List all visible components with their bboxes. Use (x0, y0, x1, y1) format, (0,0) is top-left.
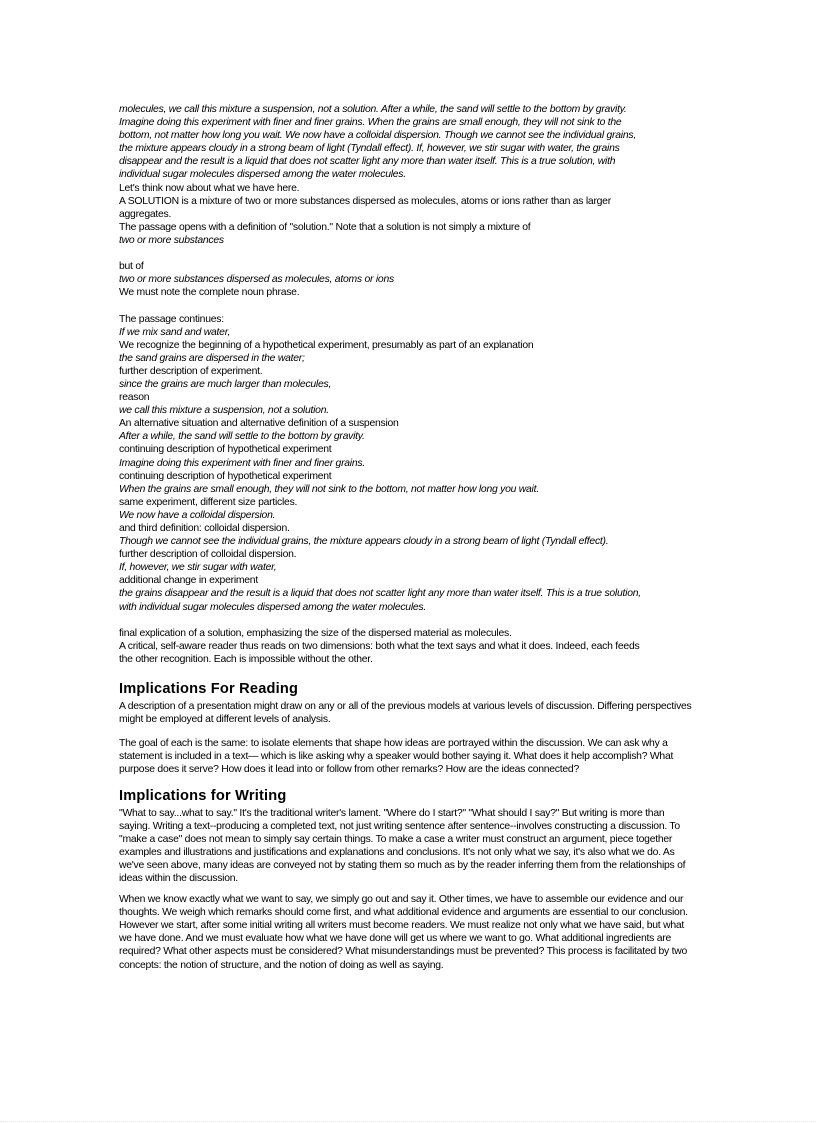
blank-line (119, 247, 695, 260)
reading-paragraph-2: The goal of each is the same: to isolate elements that shape how ideas are portrayed within the discussion. We can ask why a statement is included in a text— which is like asking why a speaker would bother saying it. What does it help accomplish? What purpose does it serve? How does it lead into or follow from other remarks? How are the ideas connected? (119, 738, 674, 776)
commentary-line: further description of colloidal dispersion. (119, 549, 297, 561)
quoted-passage-line: We now have a colloidal dispersion. (119, 509, 276, 521)
commentary-line: The passage continues: (119, 313, 224, 325)
commentary-line: A SOLUTION is a mixture of two or more substances dispersed as molecules, atoms or ions rather than as larger (119, 195, 611, 207)
commentary-line: We recognize the beginning of a hypothetical experiment, presumably as part of an explanation (119, 339, 534, 351)
quoted-passage-line: After a while, the sand will settle to the bottom by gravity. (119, 431, 365, 443)
quoted-passage-line: with individual sugar molecules dispersed among the water molecules. (119, 601, 427, 613)
commentary-line: aggregates. (119, 208, 172, 220)
quoted-passage-line: the grains disappear and the result is a liquid that does not scatter light any more than water itself. This is a true solution, (119, 588, 641, 600)
quoted-passage-line: Imagine doing this experiment with finer and finer grains. When the grains are small enough, they will not sink to the (119, 117, 622, 129)
page-bottom-border (0, 1121, 816, 1122)
writing-heading: Implications for Writing (119, 787, 287, 804)
quoted-passage-line: two or more substances dispersed as molecules, atoms or ions (119, 274, 394, 286)
quoted-passage-line: If we mix sand and water, (119, 326, 230, 338)
writing-paragraph-1: "What to say...what to say." It's the traditional writer's lament. "Where do I start?" "What should I say?" But writing is more than saying. Writing a text--producing a completed text, not just writing sentence after sentence--involves constructing a discussion. To "make a case" does not mean to simply say certain things. To make a case a writer must construct an argument, piece together examples and illustrations and justifications and explanations and conclusions. It's not only what we say, it's also what we do. As we've seen above, many ideas are conveyed not by stating them so much as by the reader inferring them from the relationships of ideas within the discussion. (119, 807, 686, 884)
blank-line (119, 614, 695, 627)
commentary-line: same experiment, different size particles. (119, 496, 298, 508)
quoted-passage-line: we call this mixture a suspension, not a solution. (119, 405, 329, 417)
quoted-passage-line: the sand grains are dispersed in the water; (119, 352, 305, 364)
reading-paragraph-1: A description of a presentation might draw on any or all of the previous models at various levels of discussion. Differing perspectives might be employed at different levels of analysis. (119, 701, 692, 726)
commentary-line: but of (119, 261, 144, 273)
document-page (119, 103, 695, 972)
quoted-passage-line: individual sugar molecules dispersed among the water molecules. (119, 169, 406, 181)
quoted-passage-line: since the grains are much larger than molecules, (119, 378, 332, 390)
blank-line (119, 299, 695, 312)
commentary-line: continuing description of hypothetical experiment (119, 444, 332, 456)
quoted-passage-line: Imagine doing this experiment with finer and finer grains. (119, 457, 365, 469)
commentary-line: further description of experiment. (119, 365, 263, 377)
quoted-passage-line: If, however, we stir sugar with water, (119, 562, 277, 574)
commentary-line: An alternative situation and alternative definition of a suspension (119, 418, 399, 430)
commentary-line: We must note the complete noun phrase. (119, 287, 300, 299)
commentary-line: Let's think now about what we have here. (119, 182, 300, 194)
commentary-line: additional change in experiment (119, 575, 258, 587)
writing-paragraph-2: When we know exactly what we want to say, we simply go out and say it. Other times, we have to assemble our evidence and our thoughts. We weigh which remarks should come first, and what additional evidence and arguments are essential to our conclusion. However we start, after some initial writing all writers must become readers. We must realize not only what we have said, but what we have done. And we must evaluate how what we have done will get us where we want to go. What additional ingredients are required? What other aspects must be considered? What misunderstandings must be prevented? This process is facilitated by two concepts: the notion of structure, and the notion of doing as well as saying. (119, 894, 688, 971)
passage-analysis (119, 103, 695, 666)
quoted-passage-line: two or more substances (119, 234, 224, 246)
commentary-line: The passage opens with a definition of "solution." Note that a solution is not simply a mixture of (119, 221, 531, 233)
quoted-passage-line: When the grains are small enough, they will not sink to the bottom, not matter how long you wait. (119, 483, 539, 495)
commentary-line: the other recognition. Each is impossible without the other. (119, 653, 373, 665)
commentary-line: final explication of a solution, emphasizing the size of the dispersed material as molecules. (119, 627, 512, 639)
quoted-passage-line: Though we cannot see the individual grains, the mixture appears cloudy in a strong beam of light (Tyndall effect). (119, 536, 609, 548)
commentary-line: reason (119, 392, 150, 404)
commentary-line: continuing description of hypothetical experiment (119, 470, 332, 482)
commentary-line: A critical, self-aware reader thus reads on two dimensions: both what the text says and what it does. Indeed, each feeds (119, 640, 640, 652)
quoted-passage-line: disappear and the result is a liquid that does not scatter light any more than water itself. This is a true solution, with (119, 156, 616, 168)
quoted-passage-line: molecules, we call this mixture a suspension, not a solution. After a while, the sand will settle to the bottom by gravity. (119, 104, 627, 115)
quoted-passage-line: the mixture appears cloudy in a strong beam of light (Tyndall effect). If, however, we stir sugar with water, the grains (119, 143, 620, 155)
quoted-passage-line: bottom, not matter how long you wait. We now have a colloidal dispersion. Though we cannot see the individual grains, (119, 130, 636, 142)
reading-heading: Implications For Reading (119, 681, 299, 698)
commentary-line: and third definition: colloidal dispersion. (119, 523, 290, 534)
